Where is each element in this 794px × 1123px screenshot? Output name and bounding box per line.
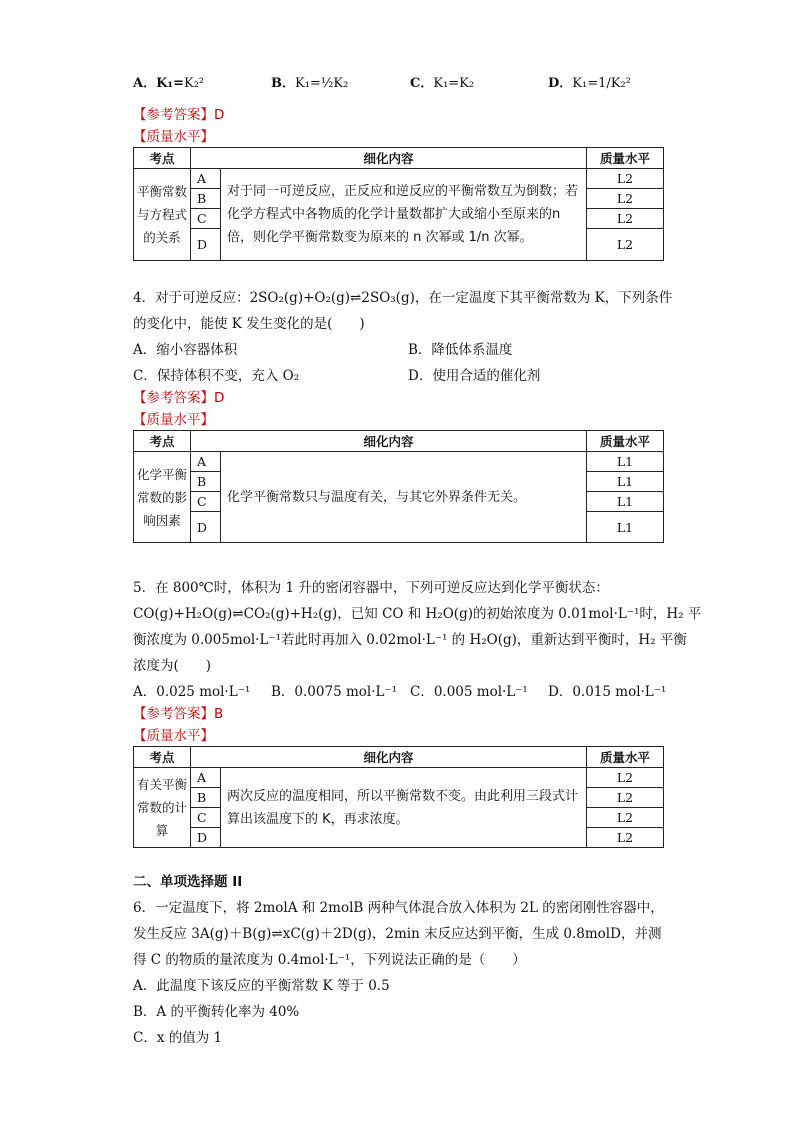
q5-stem-line1: 5．在 800℃时，体积为 1 升的密闭容器中，下列可逆反应达到化学平衡状态： [133,580,609,596]
detail-cell: 化学平衡常数只与温度有关，与其它外界条件无关。 [221,452,587,543]
q5-quality-table [133,746,664,848]
level-cell: L2 [587,828,664,848]
level-cell: L2 [587,169,664,189]
detail-cell: 两次反应的温度相同，所以平衡常数不变。由此利用三段式计算出该温度下的 K，再求浓度。 [221,768,587,848]
section-heading: 二、单项选择题 II [133,874,243,890]
q5-stem-line4: 浓度为( ) [133,658,212,674]
header-detail: 细化内容 [191,148,587,169]
topic-cell: 化学平衡常数的影响因素 [134,452,191,543]
letter-cell: C [191,209,221,229]
level-cell: L2 [587,768,664,788]
q3-option-b: B．K₁=½K₂ [271,76,349,91]
q4-answer: 【参考答案】D [133,390,225,406]
level-cell: L2 [587,209,664,229]
q3-option-a: A．K₁=K₂² [133,76,205,91]
q5-option-d: D．0.015 mol·L⁻¹ [548,684,667,700]
topic-cell: 有关平衡常数的计算 [134,768,191,848]
q6-stem-line1: 6．一定温度下，将 2molA 和 2molB 两种气体混合放入体积为 2L 的密闭刚性容器中， [133,900,664,916]
q6-option-b: B．A 的平衡转化率为 40% [133,1004,300,1020]
q4-quality-table [133,430,664,543]
header-topic: 考点 [134,747,191,768]
level-cell: L2 [587,189,664,209]
letter-cell: D [191,229,221,261]
header-level: 质量水平 [587,747,664,768]
letter-cell: D [191,828,221,848]
letter-cell: C [191,492,221,512]
header-detail: 细化内容 [191,431,587,452]
q5-stem-line3: 衡浓度为 0.005mol·L⁻¹若此时再加入 0.02mol·L⁻¹ 的 H₂O(g)，重新达到平衡时，H₂ 平衡 [133,632,687,648]
level-cell: L2 [587,229,664,261]
letter-cell: B [191,788,221,808]
q6-option-a: A．此温度下该反应的平衡常数 K 等于 0.5 [133,978,390,994]
detail-cell: 对于同一可逆反应，正反应和逆反应的平衡常数互为倒数；若化学方程式中各物质的化学计量数都扩大或缩小至原来的n倍，则化学平衡常数变为原来的 n 次幂或 1/n 次幂。 [221,169,587,261]
letter-cell: D [191,512,221,543]
level-cell: L1 [587,492,664,512]
q5-stem-line2: CO(g)+H₂O(g)⇌CO₂(g)+H₂(g)，已知 CO 和 H₂O(g)的初始浓度为 0.01mol·L⁻¹时，H₂ 平 [133,606,702,622]
letter-cell: A [191,452,221,472]
q4-option-a: A．缩小容器体积 [133,342,238,358]
q5-option-c: C．0.005 mol·L⁻¹ [410,684,528,700]
letter-cell: C [191,808,221,828]
header-topic: 考点 [134,431,191,452]
q3-option-d: D．K₁=1/K₂² [548,76,631,91]
header-level: 质量水平 [587,431,664,452]
q5-answer: 【参考答案】B [133,706,224,722]
level-cell: L2 [587,808,664,828]
q5-option-b: B．0.0075 mol·L⁻¹ [271,684,397,700]
q6-stem-line2: 发生反应 3A(g)＋B(g)⇌xC(g)＋2D(g)，2min 末反应达到平衡，生成 0.8molD，并测 [133,926,662,942]
letter-cell: A [191,768,221,788]
q3-quality-heading: 【质量水平】 [133,129,214,145]
header-level: 质量水平 [587,148,664,169]
q4-option-d: D．使用合适的催化剂 [408,368,541,384]
q4-option-b: B．降低体系温度 [408,342,513,358]
q5-quality-heading: 【质量水平】 [133,728,214,744]
header-detail: 细化内容 [191,747,587,768]
q6-stem-line3: 得 C 的物质的量浓度为 0.4mol·L⁻¹，下列说法正确的是（ ） [133,952,526,968]
q3-option-c: C．K₁=K₂ [410,76,475,91]
q4-stem-line1: 4．对于可逆反应：2SO₂(g)+O₂(g)⇌2SO₃(g)，在一定温度下其平衡常数为 K，下列条件 [133,290,673,306]
q4-stem-line2: 的变化中，能使 K 发生变化的是( ) [133,316,365,332]
q3-quality-table [133,147,664,261]
header-topic: 考点 [134,148,191,169]
q4-option-c: C．保持体积不变，充入 O₂ [133,368,300,384]
letter-cell: A [191,169,221,189]
q3-answer: 【参考答案】D [133,107,225,123]
level-cell: L1 [587,472,664,492]
level-cell: L1 [587,512,664,543]
letter-cell: B [191,189,221,209]
topic-cell: 平衡常数与方程式的关系 [134,169,191,261]
q4-quality-heading: 【质量水平】 [133,412,214,428]
level-cell: L1 [587,452,664,472]
level-cell: L2 [587,788,664,808]
letter-cell: B [191,472,221,492]
q6-option-c: C．x 的值为 1 [133,1030,223,1046]
q5-option-a: A．0.025 mol·L⁻¹ [133,684,251,700]
